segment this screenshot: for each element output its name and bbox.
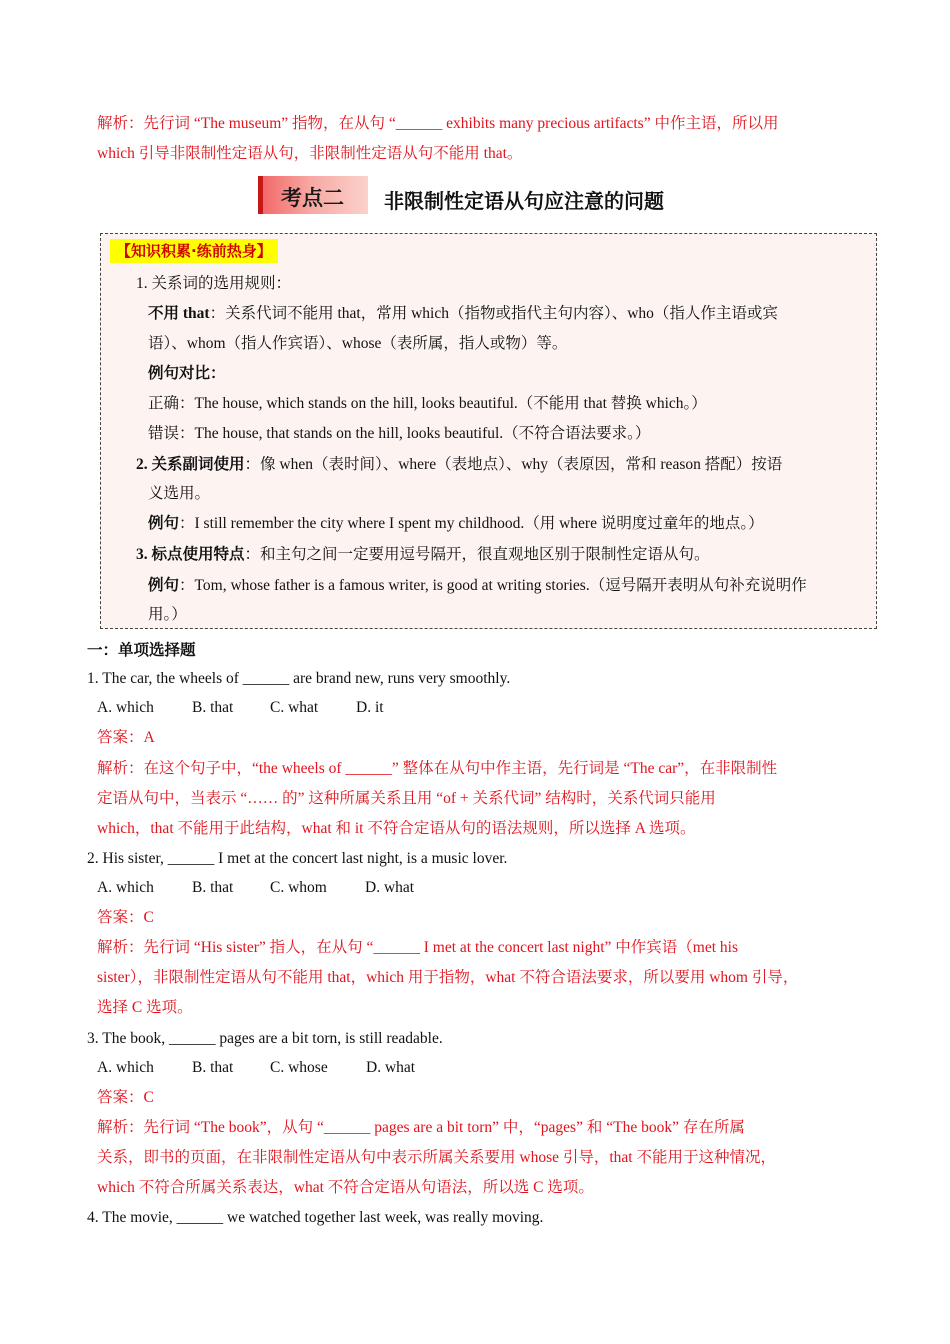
question-2-answer: 答案：C [97,909,154,926]
wrong-example: 错误：The house, that stands on the hill, looks beautiful.（不符合语法要求。） [148,425,651,442]
question-2-option-c: C. whom [270,879,327,896]
question-2-explanation-2: sister），非限制性定语从句不能用 that，which 用于指物，what 不符合语法要求，所以要用 whom 引导， [97,969,799,986]
rule2-example-text: ：I still remember the city where I spent my childhood.（用 where 说明度过童年的地点。） [179,515,764,532]
question-1-explanation-3: which，that 不能用于此结构，what 和 it 不符合定语从句的语法规则，所以选择 A 选项。 [97,820,696,837]
rule2-heading: 2. 关系副词使用 [136,456,245,473]
compare-label: 例句对比： [148,365,226,382]
section-badge [258,176,368,214]
question-1-stem: 1. The car, the wheels of ______ are brand new, runs very smoothly. [87,670,511,687]
rule2-text-a: ：像 when（表时间）、where（表地点）、why（表原因，常和 reason 搭配）按语 [244,456,783,473]
question-3-option-a: A. which [97,1059,154,1076]
rule3-example-label: 例句 [148,577,180,594]
rule3-example-text-a: ：Tom, whose father is a famous writer, is good at writing stories.（逗号隔开表明从句补充说明作 [179,577,807,594]
question-2-option-b: B. that [192,879,234,896]
section-title: 非限制性定语从句应注意的问题 [384,189,664,213]
correct-example: 正确：The house, which stands on the hill, looks beautiful.（不能用 that 替换 which。） [148,395,707,412]
question-3-stem: 3. The book, ______ pages are a bit torn, is still readable. [87,1030,443,1047]
rule2-example [148,514,764,534]
question-3-explanation-3: which 不符合所属关系表达，what 不符合定语从句语法，所以选 C 选项。 [97,1179,594,1196]
knowledge-tag: 【知识积累·练前热身】 [110,239,278,263]
question-4-stem: 4. The movie, ______ we watched together last week, was really moving. [87,1209,544,1226]
rule1-heading: 1. 关系词的选用规则： [136,275,292,292]
question-2-option-a: A. which [97,879,154,896]
rule3-text: ：和主句之间一定要用逗号隔开，很直观地区别于限制性定语从句。 [244,546,710,563]
rule1-text-a: ：关系代词不能用 that，常用 which（指物或指代主句内容）、who（指人作主语或宾 [209,305,778,322]
exercise-heading: 一：单项选择题 [87,642,196,659]
rule1-label: 不用 that [148,305,210,322]
question-3-explanation-2: 关系，即书的页面，在非限制性定语从句中表示所属关系要用 whose 引导，that 不能用于这种情况， [97,1149,776,1166]
rule3-example-line-1 [148,576,807,596]
question-2-explanation-3: 选择 C 选项。 [97,999,193,1016]
question-3-option-c: C. whose [270,1059,328,1076]
question-2-option-d: D. what [365,879,415,896]
question-2-explanation-1: 解析：先行词 “His sister” 指人，在从句 “______ I met at the concert last night” 中作宾语（met his [97,939,738,956]
question-1-explanation-1: 解析：在这个句子中，“the wheels of ______” 整体在从句中作主语，先行词是 “The car”，在非限制性 [97,760,778,777]
question-3-answer: 答案：C [97,1089,154,1106]
question-3-option-b: B. that [192,1059,234,1076]
section-badge-label: 考点二 [281,186,344,210]
question-2-stem: 2. His sister, ______ I met at the concert last night, is a music lover. [87,850,508,867]
question-1-option-a: A. which [97,699,154,716]
question-1-answer: 答案：A [97,729,155,746]
intro-explanation-line-1: 解析：先行词 “The museum” 指物，在从句 “______ exhibits many precious artifacts” 中作主语，所以用 [97,115,779,132]
intro-explanation-line-2: which 引导非限制性定语从句，非限制性定语从句不能用 that。 [97,145,523,162]
rule3-heading: 3. 标点使用特点 [136,546,245,563]
question-1-option-d: D. it [356,699,384,716]
question-1-option-b: B. that [192,699,234,716]
rule2-line-1 [136,455,782,475]
question-3-explanation-1: 解析：先行词 “The book”，从句 “______ pages are a bit torn” 中，“pages” 和 “The book” 存在所属 [97,1119,745,1136]
rule1-line-1 [148,304,778,324]
rule3-line [136,545,710,565]
question-1-explanation-2: 定语从句中，当表示 “…… 的” 这种所属关系且用 “of + 关系代词” 结构时，关系代词只能用 [97,790,716,807]
rule3-example-line-2: 用。） [148,606,187,623]
question-3-option-d: D. what [366,1059,416,1076]
rule2-example-label: 例句 [148,515,180,532]
rule2-line-2: 义选用。 [148,485,211,502]
question-1-option-c: C. what [270,699,319,716]
rule1-line-2: 语）、whom（指人作宾语）、whose（表所属，指人或物）等。 [148,335,568,352]
